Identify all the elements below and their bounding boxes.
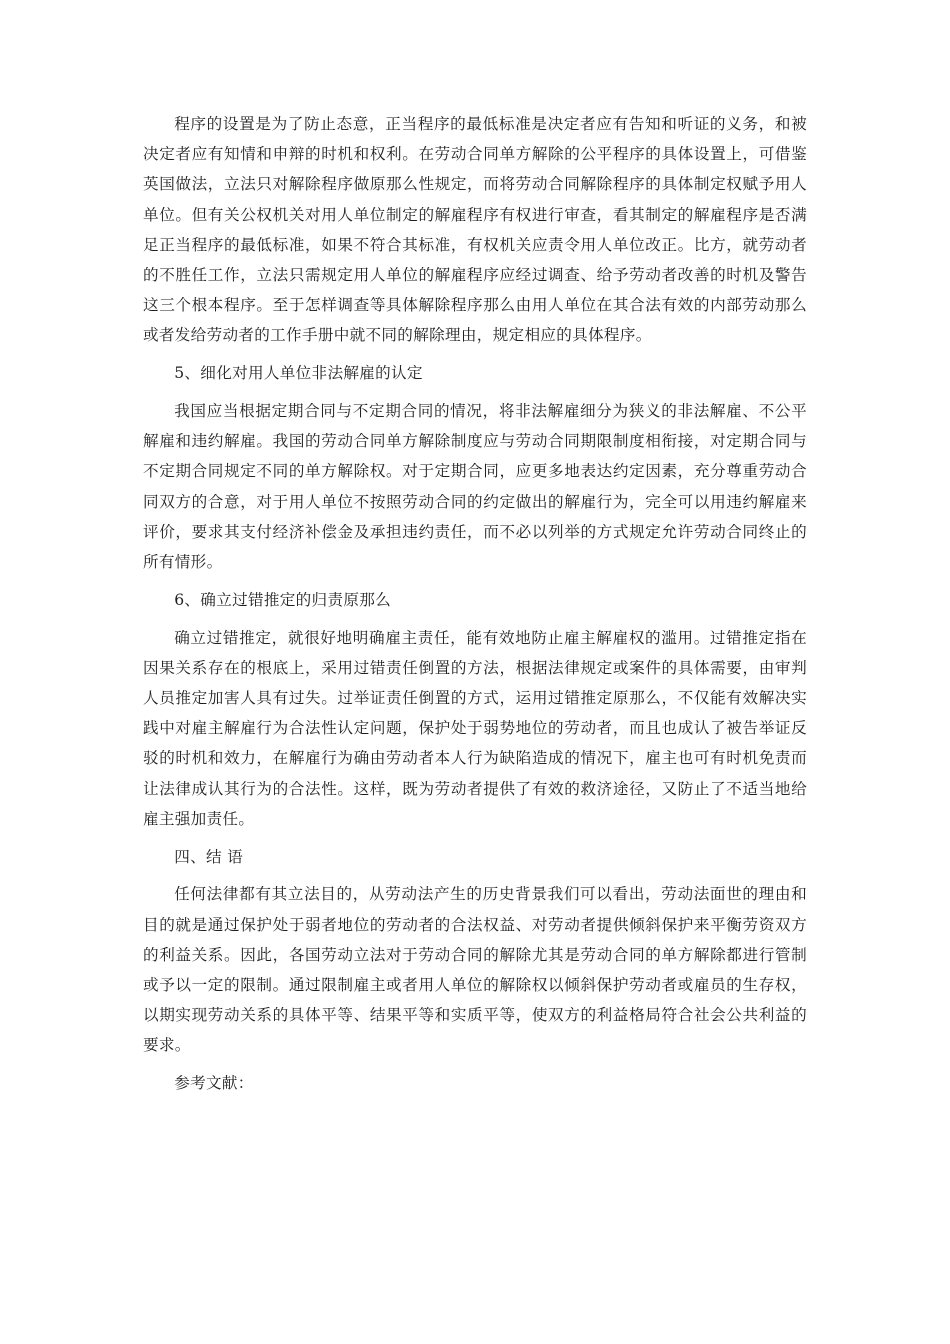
heading-conclusion: 四、结 语: [174, 847, 244, 866]
paragraph-illegal-dismissal: 我国应当根据定期合同与不定期合同的情况，将非法解雇细分为狭义的非法解雇、不公平解雇和违约解雇。我国的劳动合同单方解除制度应与劳动合同期限制度相衔接，对定期合同与不定期合同规定不同的单方解除权。对于定期合同，应更多地表达约定因素，充分尊重劳动合同双方的合意，对于用人单位不按照劳动合同的约定做出的解雇行为，完全可以用违约解雇来评价，要求其支付经济补偿金及承担违约责任，而不必以列举的方式规定允许劳动合同终止的所有情形。: [143, 402, 807, 572]
heading-fault-presumption: 6、确立过错推定的归责原那么: [174, 590, 392, 609]
heading-references: 参考文献：: [174, 1074, 254, 1093]
paragraph-conclusion: 任何法律都有其立法目的，从劳动法产生的历史背景我们可以看出，劳动法面世的理由和目的就是通过保护处于弱者地位的劳动者的合法权益、对劳动者提供倾斜保护来平衡劳资双方的利益关系。因此，各国劳动立法对于劳动合同的解除尤其是劳动合同的单方解除都进行管制或予以一定的限制。通过限制雇主或者用人单位的解除权以倾斜保护劳动者或雇员的生存权，以期实现劳动关系的具体平等、结果平等和实质平等，使双方的利益格局符合社会公共利益的要求。: [143, 885, 807, 1055]
document-body: [143, 109, 807, 1098]
heading-illegal-dismissal: 5、细化对用人单位非法解雇的认定: [174, 364, 423, 383]
paragraph-fault-presumption: 确立过错推定，就很好地明确雇主责任，能有效地防止雇主解雇权的滥用。过错推定指在因果关系存在的根底上，采用过错责任倒置的方法，根据法律规定或案件的具体需要，由审判人员推定加害人具有过失。过举证责任倒置的方式，运用过错推定原那么，不仅能有效解决实践中对雇主解雇行为合法性认定问题，保护处于弱势地位的劳动者，而且也成认了被告举证反驳的时机和效力，在解雇行为确由劳动者本人行为缺陷造成的情况下，雇主也可有时机免责而让法律成认其行为的合法性。这样，既为劳动者提供了有效的救济途径，又防止了不适当地给雇主强加责任。: [143, 628, 807, 828]
paragraph-due-process: 程序的设置是为了防止态意，正当程序的最低标准是决定者应有告知和听证的义务，和被决定者应有知情和申辩的时机和权利。在劳动合同单方解除的公平程序的具体设置上，可借鉴英国做法，立法只对解除程序做原那么性规定，而将劳动合同解除程序的具体制定权赋予用人单位。但有关公权机关对用人单位制定的解雇程序有权进行审查，看其制定的解雇程序是否满足正当程序的最低标准，如果不符合其标准，有权机关应责令用人单位改正。比方，就劳动者的不胜任工作，立法只需规定用人单位的解雇程序应经过调查、给予劳动者改善的时机及警告这三个根本程序。至于怎样调查等具体解除程序那么由用人单位在其合法有效的内部劳动那么或者发给劳动者的工作手册中就不同的解除理由，规定相应的具体程序。: [143, 115, 807, 345]
